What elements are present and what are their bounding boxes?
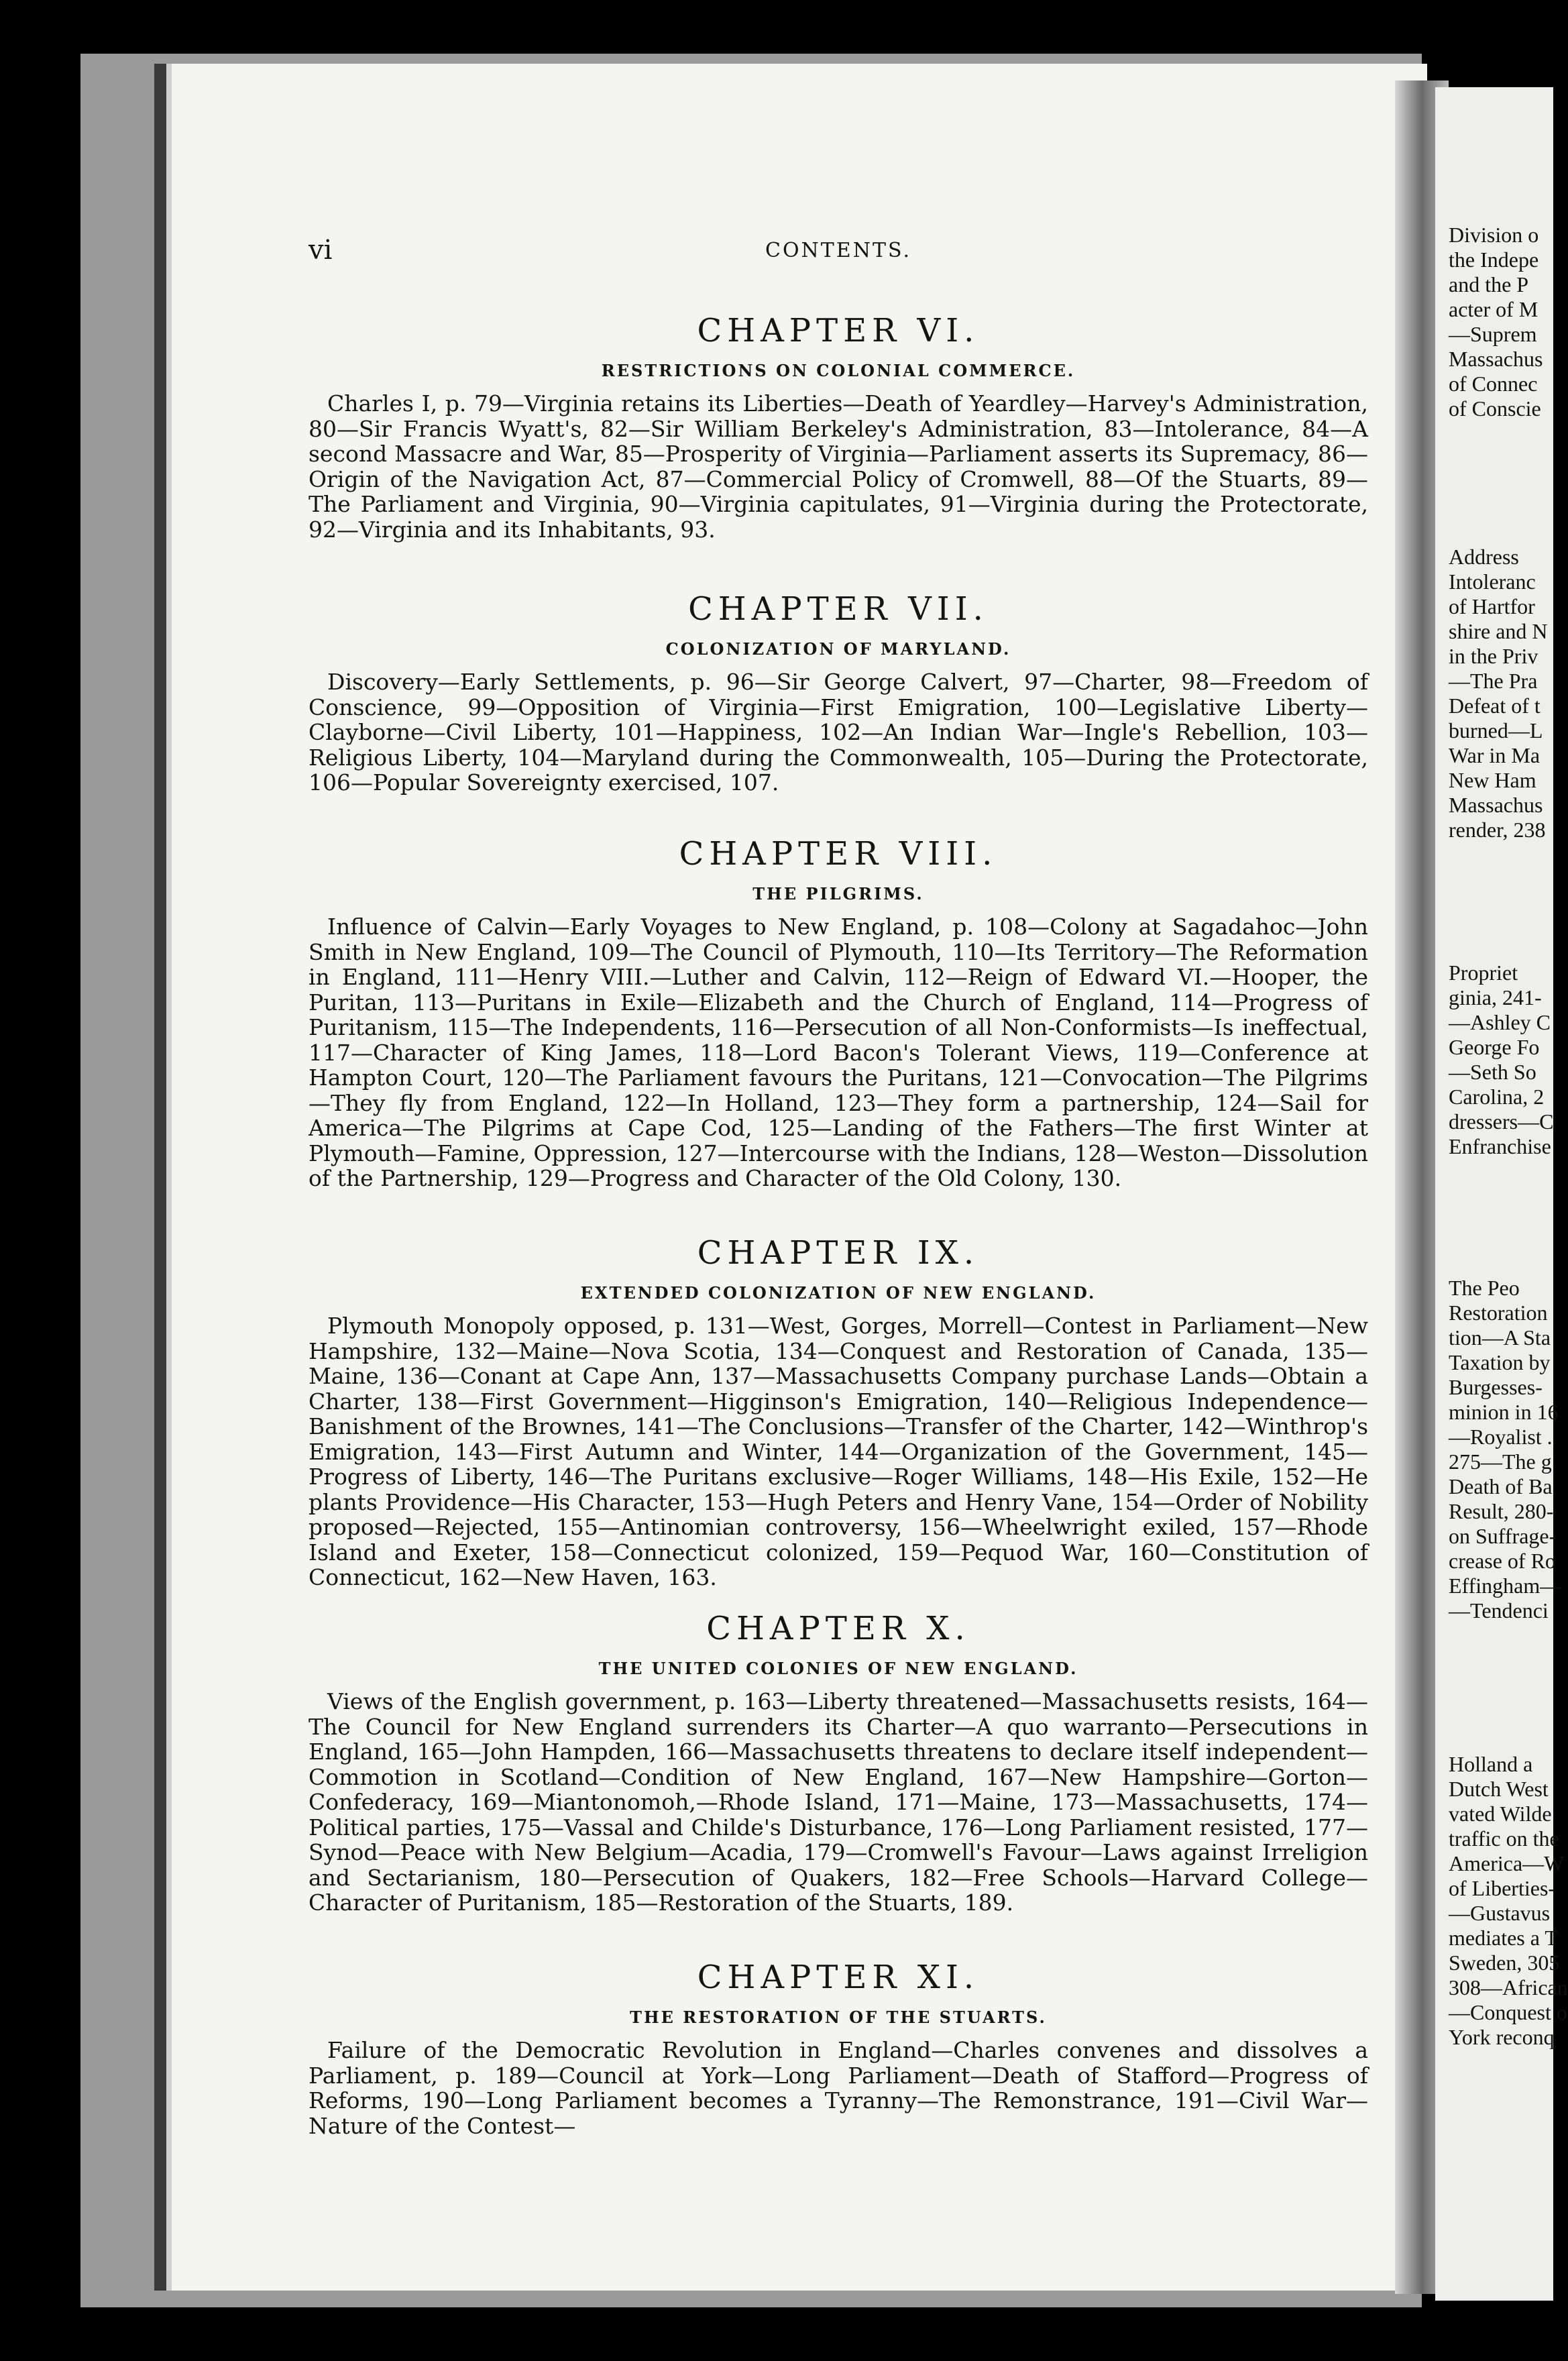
facing-page-line: Death of Ba	[1449, 1474, 1553, 1498]
chapter-title: CHAPTER VIII.	[679, 835, 998, 873]
chapter-summary: Failure of the Democratic Revolution in England—Charles convenes and dissolves a Parliament, p. 189—Council at York—Long Parliament—Death of Stafford—Progress of Reforms, 190—Long Parliament becomes a Tyranny—The Remonstrance, 191—Civil War—Nature of the Contest—	[309, 2037, 1368, 2139]
chapter-subtitle: THE RESTORATION OF THE STUARTS.	[630, 2008, 1047, 2027]
chapter-subtitle: THE UNITED COLONIES OF NEW ENGLAND.	[598, 1659, 1078, 1678]
facing-page	[1435, 87, 1568, 2301]
facing-page-line: 308—African	[1449, 1975, 1568, 1999]
facing-page-line: Restoration	[1449, 1301, 1548, 1325]
chapter-section	[309, 1234, 1368, 1590]
facing-page-line: Sweden, 305	[1449, 1951, 1560, 1975]
facing-page-line: —Conquest o	[1449, 2000, 1567, 2024]
facing-page-line: Defeat of t	[1449, 694, 1541, 718]
facing-page-line: render, 238	[1449, 818, 1546, 842]
facing-page-line: —Suprem	[1449, 322, 1537, 346]
facing-page-line: —Seth So	[1449, 1060, 1536, 1084]
facing-page-line: Holland a	[1449, 1752, 1533, 1776]
chapter-title: CHAPTER VI.	[697, 312, 980, 349]
chapter-summary: Views of the English government, p. 163—Liberty threatened—Massachusetts resists, 164—The Council for New England surrenders its Charter—A quo warranto—Persecutions in England, 165—John Hampden, 166—Massachusetts threatens to declare itself independent—Commotion in Scotland—Condition of New England, 167—New Hampshire—Gorton—Confederacy, 169—Miantonomoh,—Rhode Island, 171—Maine, 173—Massachusetts, 174—Political parties, 175—Vassal and Childe's Disturbance, 176—Long Parliament resisted, 177—Synod—Peace with New Belgium—Acadia, 179—Cromwell's Favour—Laws against Irreligion and Sectarianism, 180—Persecution of Quakers, 182—Free Schools—Harvard College—Character of Puritanism, 185—Restoration of the Stuarts, 189.	[309, 1688, 1368, 1916]
chapter-section	[309, 312, 1368, 542]
chapter-subtitle: THE PILGRIMS.	[752, 884, 924, 903]
facing-page-line: in the Priv	[1449, 644, 1538, 668]
facing-page-line: Taxation by	[1449, 1350, 1551, 1374]
facing-page-line: ginia, 241-	[1449, 985, 1542, 1009]
facing-page-line: crease of Ro	[1449, 1549, 1556, 1573]
chapter-summary: Influence of Calvin—Early Voyages to New England, p. 108—Colony at Sagadahoc—John Smith in New England, 109—The Council of Plymouth, 110—Its Territory—The Reformation in England, 111—Henry VIII.—Luther and Calvin, 112—Reign of Edward VI.—Hooper, the Puritan, 113—Puritans in Exile—Elizabeth and the Church of England, 114—Progress of Puritanism, 115—The Independents, 116—Persecution of all Non-Conformists—Is ineffectual, 117—Character of King James, 118—Lord Bacon's Tolerant Views, 119—Conference at Hampton Court, 120—The Parliament favours the Puritans, 121—Convocation—The Pilgrims—They fly from England, 122—In Holland, 123—They form a partnership, 124—Sail for America—The Pilgrims at Cape Cod, 125—Landing of the Fathers—The first Winter at Plymouth—Famine, Oppression, 127—Intercourse with the Indians, 128—Weston—Dissolution of the Partnership, 129—Progress and Character of the Old Colony, 130.	[309, 914, 1368, 1191]
chapter-title: CHAPTER IX.	[697, 1234, 980, 1272]
facing-page-line: traffic on the	[1449, 1826, 1559, 1851]
chapter-subtitle: EXTENDED COLONIZATION OF NEW ENGLAND.	[580, 1283, 1097, 1303]
chapter-title: CHAPTER VII.	[688, 590, 989, 628]
facing-page-line: of Hartfor	[1449, 594, 1535, 618]
chapter-summary: Plymouth Monopoly opposed, p. 131—West, Gorges, Morrell—Contest in Parliament—New Hampshire, 132—Maine—Nova Scotia, 134—Conquest and Restoration of Canada, 135—Maine, 136—Conant at Cape Ann, 137—Massachusetts Company purchase Lands—Obtain a Charter, 138—First Government—Higginson's Emigration, 140—Religious Independence—Banishment of the Brownes, 141—The Conclusions—Transfer of the Charter, 142—Winthrop's Emigration, 143—First Autumn and Winter, 144—Organization of the Government, 145—Progress of Liberty, 146—The Puritans exclusive—Roger Williams, 148—His Exile, 152—He plants Providence—His Character, 153—Hugh Peters and Henry Vane, 154—Order of Nobility proposed—Rejected, 155—Antinomian controversy, 156—Wheelwright exiled, 157—Rhode Island and Exeter, 158—Connecticut colonized, 159—Pequod War, 160—Constitution of Connecticut, 162—New Haven, 163.	[309, 1313, 1368, 1590]
facing-page-line: and the P	[1449, 272, 1529, 296]
facing-page-line: of Connec	[1449, 372, 1538, 396]
running-head	[309, 235, 1368, 268]
facing-page-line: Dutch West	[1449, 1777, 1549, 1801]
facing-page-line: minion in 16	[1449, 1400, 1559, 1424]
facing-page-line: —Royalist .	[1449, 1425, 1553, 1449]
chapter-summary: Discovery—Early Settlements, p. 96—Sir George Calvert, 97—Charter, 98—Freedom of Conscience, 99—Opposition of Virginia—First Emigration, 100—Legislative Liberty—Clayborne—Civil Liberty, 101—Happiness, 102—An Indian War—Ingle's Rebellion, 103—Religious Liberty, 104—Maryland during the Commonwealth, 105—During the Protectorate, 106—Popular Sovereignty exercised, 107.	[309, 669, 1368, 795]
facing-page-line: —Tendenci	[1449, 1598, 1549, 1623]
facing-page-line: New Ham	[1449, 768, 1536, 792]
facing-page-line: —Ashley C	[1449, 1010, 1551, 1034]
facing-page-line: Effingham—	[1449, 1574, 1562, 1598]
chapter-subtitle: COLONIZATION OF MARYLAND.	[665, 639, 1011, 659]
facing-page-line: —The Pra	[1449, 669, 1538, 693]
facing-page-line: of Conscie	[1449, 396, 1541, 421]
facing-page-line: Division o	[1449, 223, 1539, 247]
facing-page-line: Massachus	[1449, 793, 1543, 817]
facing-page-line: 275—The g	[1449, 1449, 1552, 1474]
running-title: CONTENTS.	[765, 239, 911, 262]
facing-page-line: War in Ma	[1449, 743, 1541, 767]
facing-page-line: America—W	[1449, 1851, 1565, 1875]
facing-page-line: Enfranchise	[1449, 1134, 1551, 1158]
facing-page-line: of Liberties-	[1449, 1876, 1556, 1900]
facing-page-line: Intoleranc	[1449, 569, 1536, 594]
chapter-section	[309, 835, 1368, 1191]
chapter-section	[309, 1959, 1368, 2138]
facing-page-line: acter of M	[1449, 297, 1538, 321]
chapter-summary: Charles I, p. 79—Virginia retains its Liberties—Death of Yeardley—Harvey's Administration, 80—Sir Francis Wyatt's, 82—Sir William Berkeley's Administration, 83—Intolerance, 84—A second Massacre and War, 85—Prosperity of Virginia—Parliament asserts its Supremacy, 86—Origin of the Navigation Act, 87—Commercial Policy of Cromwell, 88—Of the Stuarts, 89—The Parliament and Virginia, 90—Virginia capitulates, 91—Virginia during the Protectorate, 92—Virginia and its Inhabitants, 93.	[309, 390, 1368, 543]
facing-page-line: on Suffrage-	[1449, 1524, 1557, 1548]
facing-page-line: The Peo	[1449, 1276, 1520, 1300]
facing-page-line: tion—A Sta	[1449, 1325, 1551, 1350]
facing-page-line: Address	[1449, 545, 1519, 569]
facing-page-line: shire and N	[1449, 619, 1548, 643]
facing-page-line: the Indepe	[1449, 248, 1539, 272]
chapter-title: CHAPTER X.	[706, 1610, 970, 1647]
page-number: vi	[309, 235, 333, 266]
facing-page-line: Result, 280-	[1449, 1499, 1554, 1523]
chapter-section	[309, 1610, 1368, 1916]
facing-page-line: York reconq	[1449, 2025, 1555, 2049]
facing-page-line: —Gustavus	[1449, 1901, 1551, 1925]
facing-page-line: Massachus	[1449, 347, 1543, 371]
chapter-title: CHAPTER XI.	[697, 1959, 980, 1996]
facing-page-line: burned—L	[1449, 718, 1543, 743]
facing-page-line: Carolina, 2	[1449, 1085, 1545, 1109]
chapter-section	[309, 590, 1368, 795]
facing-page-line: dressers—C	[1449, 1109, 1554, 1134]
chapter-subtitle: RESTRICTIONS ON COLONIAL COMMERCE.	[601, 361, 1076, 380]
facing-page-line: Propriet	[1449, 960, 1518, 985]
facing-page-line: Burgesses-	[1449, 1375, 1543, 1399]
facing-page-line: mediates a T	[1449, 1926, 1558, 1950]
facing-page-line: George Fo	[1449, 1035, 1540, 1059]
facing-page-line: vated Wilde	[1449, 1802, 1552, 1826]
